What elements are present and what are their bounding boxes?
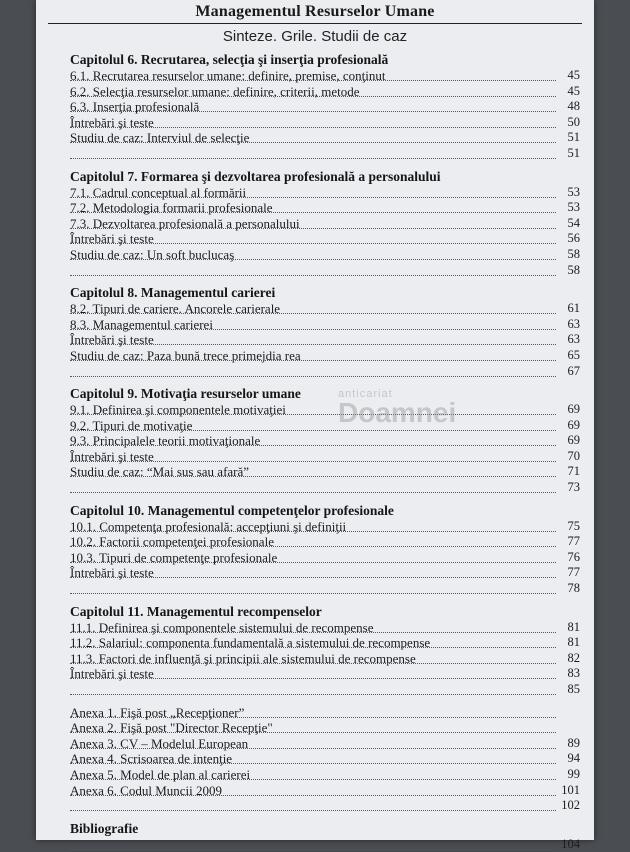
toc-entry (70, 767, 580, 783)
toc-entry (70, 433, 580, 449)
toc-entry (70, 231, 580, 247)
dot-leader (70, 96, 556, 97)
dot-leader (70, 329, 556, 330)
watermark-line2: Doamnei (338, 397, 457, 428)
entry-label: Anexa 2. Fişă post "Director Recepţie" (70, 720, 273, 736)
watermark-line1: anticariat (338, 388, 393, 400)
page-number: 77 (567, 565, 580, 580)
toc-section (70, 698, 580, 814)
table-of-contents (70, 52, 580, 852)
page-number: 94 (567, 751, 580, 766)
dot-leader (70, 694, 556, 695)
page-number: 53 (567, 184, 580, 199)
page-number: 58 (567, 262, 580, 277)
dot-leader (70, 212, 556, 213)
entry-label: 11.2. Salariul: componenta fundamentală a sistemului de recompense (70, 635, 431, 651)
toc-entry (70, 99, 580, 115)
page-number: 45 (567, 83, 580, 98)
toc-entry (70, 651, 580, 667)
entry-label: Întrebări şi teste (70, 114, 154, 130)
toc-section (70, 379, 580, 496)
page-number: 70 (567, 448, 580, 463)
dot-leader (70, 430, 556, 431)
dot-leader (70, 376, 556, 377)
dot-leader (70, 717, 556, 718)
page-number: 89 (567, 735, 580, 750)
page-number: 53 (567, 200, 580, 215)
entry-label: Întrebări şi teste (70, 565, 154, 581)
entry-label: 9.2. Tipuri de motivaţie (70, 417, 193, 433)
toc-entry (70, 519, 580, 535)
toc-entry (70, 635, 580, 651)
page-number: 78 (567, 581, 580, 596)
entry-label: 10.3. Tipuri de competenţe profesionale (70, 549, 278, 565)
toc-entry (70, 751, 580, 767)
dot-leader (70, 158, 556, 159)
toc-entry (70, 84, 580, 100)
dot-leader (70, 546, 556, 547)
dot-leader (70, 562, 556, 563)
toc-section (70, 52, 580, 162)
section-gap (70, 597, 580, 604)
page-number: 63 (567, 316, 580, 331)
toc-entry (70, 402, 580, 418)
page-number: 65 (567, 347, 580, 362)
page-number: 102 (561, 798, 580, 813)
page-number: 71 (567, 464, 580, 479)
page-number: 69 (567, 402, 580, 417)
dot-leader (70, 228, 556, 229)
dot-leader (70, 779, 556, 780)
page-number: 73 (567, 480, 580, 495)
section-gap (70, 698, 580, 705)
dot-leader (70, 632, 556, 633)
toc-section (70, 597, 580, 698)
toc-entry (70, 216, 580, 232)
dot-leader (70, 593, 556, 594)
page-number: 48 (567, 99, 580, 114)
entry-label: 11.1. Definirea şi componentele sistemului de recompense (70, 619, 374, 635)
dot-leader (70, 111, 556, 112)
dot-leader (70, 275, 556, 276)
page-number: 54 (567, 215, 580, 230)
chapter-heading: Capitolul 10. Managementul competenţelor profesionale (70, 502, 394, 518)
toc-section (70, 162, 580, 279)
entry-label: 7.1. Cadrul conceptual al formării (70, 184, 247, 200)
toc-entry (70, 783, 580, 799)
toc-entry (70, 348, 580, 364)
page-number: 56 (567, 231, 580, 246)
toc-entry (70, 581, 580, 597)
page-number: 101 (561, 782, 580, 797)
chapter-heading: Capitolul 6. Recrutarea, selecţia şi inserţia profesională (70, 52, 389, 67)
toc-section (70, 814, 580, 852)
page-number: 81 (567, 619, 580, 634)
page-number: 51 (567, 130, 580, 145)
toc-entry (70, 332, 580, 348)
dot-leader (70, 461, 556, 462)
dot-leader (70, 360, 556, 361)
toc-entry (70, 565, 580, 581)
page-number: 82 (567, 650, 580, 665)
entry-label: Studiu de caz: Interviul de selecţie (70, 130, 250, 146)
entry-label: Întrebări şi teste (70, 448, 154, 464)
page-number: 67 (567, 363, 580, 378)
toc-entry (70, 449, 580, 465)
chapter-heading: Capitolul 8. Managementul carierei (70, 285, 276, 301)
page-number: 51 (567, 145, 580, 160)
entry-label: 9.1. Definirea şi componentele motivaţiei (70, 402, 286, 418)
dot-leader (70, 748, 556, 749)
page-number: 58 (567, 246, 580, 261)
section-gap (70, 379, 580, 386)
page-number: 63 (567, 332, 580, 347)
toc-entry (70, 798, 580, 814)
page-number: 85 (567, 682, 580, 696)
toc-entry (70, 666, 580, 682)
page-number: 61 (567, 301, 580, 316)
page-number: 75 (567, 518, 580, 533)
dot-leader (70, 732, 556, 733)
entry-label: 10.1. Competenţa profesională: accepţiuni şi definiţii (70, 518, 347, 534)
toc-entry (70, 464, 580, 480)
page-number: 76 (567, 549, 580, 564)
toc-entry (70, 185, 580, 201)
page-number: 99 (567, 766, 580, 781)
toc-entry (70, 301, 580, 317)
page-number: 69 (567, 417, 580, 432)
toc-entry (70, 418, 580, 434)
watermark (338, 388, 456, 426)
entry-label: Anexa 6. Codul Muncii 2009 (70, 782, 223, 798)
dot-leader (70, 445, 556, 446)
toc-section (70, 278, 580, 379)
toc-entry (70, 68, 580, 84)
toc-entry (70, 364, 580, 380)
header-rule (48, 23, 582, 24)
toc-entry (70, 146, 580, 162)
page-number: 50 (567, 114, 580, 129)
entry-label: Anexa 1. Fişă post „Recepţioner” (70, 704, 245, 720)
toc-entry (70, 263, 580, 279)
entry-label: 9.3. Principalele teorii motivaţionale (70, 433, 261, 449)
dot-leader (70, 259, 556, 260)
entry-label: Anexa 4. Scrisoarea de intenţie (70, 751, 233, 767)
chapter-heading: Capitolul 7. Formarea şi dezvoltarea profesională a personalului (70, 168, 441, 184)
dot-leader (70, 647, 556, 648)
chapter-heading: Capitolul 11. Managementul recompenselor (70, 603, 322, 619)
entry-label: 6.1. Recrutarea resurselor umane: definire, premise, conţinut (70, 68, 386, 83)
dot-leader (70, 492, 556, 493)
dot-leader (70, 80, 556, 81)
entry-label: 6.3. Inserţia profesională (70, 99, 200, 115)
entry-label: 6.2. Selecţia resurselor umane: definire, criterii, metode (70, 83, 360, 99)
toc-entry (70, 705, 580, 721)
chapter-heading: Capitolul 9. Motivaţia resurselor umane (70, 386, 301, 402)
toc-entry (70, 200, 580, 216)
entry-label: Întrebări şi teste (70, 231, 154, 247)
entry-label: 7.3. Dezvoltarea profesională a personalului (70, 215, 300, 231)
entry-label: Întrebări şi teste (70, 332, 154, 348)
dot-leader (70, 795, 556, 796)
page-number: 77 (567, 534, 580, 549)
dot-leader (70, 763, 556, 764)
dot-leader (70, 142, 556, 143)
toc-entry (70, 837, 580, 852)
entry-label: Întrebări şi teste (70, 666, 154, 682)
entry-label: Studiu de caz: Un soft buclucaş (70, 246, 235, 262)
toc-entry (70, 720, 580, 736)
page-number: 45 (567, 68, 580, 82)
toc-entry (70, 620, 580, 636)
toc-entry (70, 247, 580, 263)
dot-leader (70, 127, 556, 128)
entry-label: 7.2. Metodologia formarii profesionale (70, 200, 273, 216)
entry-label: Studiu de caz: “Mai sus sau afară” (70, 464, 250, 480)
section-gap (70, 814, 580, 821)
dot-leader (70, 197, 556, 198)
toc-entry (70, 480, 580, 496)
dot-leader (70, 577, 556, 578)
section-gap (70, 162, 580, 169)
chapter-heading: Bibliografie (70, 820, 139, 836)
page-number: 83 (567, 666, 580, 681)
dot-leader (70, 476, 556, 477)
dot-leader (70, 531, 556, 532)
dot-leader (70, 849, 556, 850)
toc-entry (70, 736, 580, 752)
dot-leader (70, 663, 556, 664)
toc-entry (70, 682, 580, 698)
section-gap (70, 278, 580, 285)
entry-label: 10.2. Factorii competenţei profesionale (70, 534, 274, 550)
page-number: 69 (567, 433, 580, 448)
dot-leader (70, 414, 556, 415)
dot-leader (70, 344, 556, 345)
toc-entry (70, 534, 580, 550)
entry-label: 8.3. Managementul carierei (70, 316, 213, 332)
document-page (36, 0, 594, 851)
toc-entry (70, 130, 580, 146)
dot-leader (70, 313, 556, 314)
section-gap (70, 496, 580, 503)
page-number: 104 (561, 836, 580, 851)
book-subtitle: Sinteze. Grile. Studii de caz (222, 28, 408, 45)
page-number: 81 (567, 635, 580, 650)
dot-leader (70, 810, 556, 811)
entry-label: 11.3. Factori de influenţă şi principii ale sistemului de recompense (70, 650, 416, 666)
toc-section (70, 496, 580, 597)
entry-label: Anexa 5. Model de plan al carierei (70, 766, 251, 782)
toc-entry (70, 115, 580, 131)
toc-entry (70, 550, 580, 566)
toc-entry (70, 317, 580, 333)
dot-leader (70, 678, 556, 679)
book-title: Managementul Resurselor Umane (195, 3, 435, 20)
entry-label: Studiu de caz: Paza bună trece primejdia rea (70, 347, 301, 363)
entry-label: 8.2. Tipuri de cariere. Ancorele carierale (70, 301, 281, 317)
dot-leader (70, 243, 556, 244)
entry-label: Anexa 3. CV – Modelul European (70, 735, 249, 751)
